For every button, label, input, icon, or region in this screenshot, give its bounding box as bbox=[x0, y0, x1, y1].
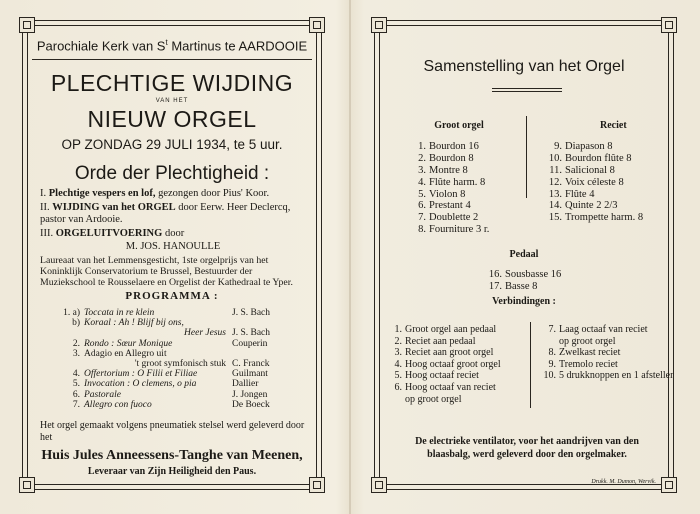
register-item: 13. Flûte 4 bbox=[548, 188, 595, 200]
builder-firm: Huis Jules Anneessens-Tanghe van Meenen, bbox=[41, 448, 303, 463]
register-item: 7. Doublette 2 bbox=[418, 212, 479, 224]
register-item: 16. Sousbasse 16 bbox=[488, 268, 562, 280]
orde-heading: Orde der Plechtigheid : bbox=[74, 163, 270, 184]
programma-heading: PROGRAMMA : bbox=[125, 290, 219, 302]
register-item: 9. Diapason 8 bbox=[554, 140, 613, 152]
programma-item: 1. a) Toccata in re klein J. S. Bach bbox=[63, 308, 270, 318]
programma-item: 6. Pastorale J. Jongen bbox=[72, 389, 268, 400]
reciet-column bbox=[540, 120, 680, 224]
groot-orgel-column bbox=[404, 120, 514, 236]
register-item: 1. Bourdon 16 bbox=[418, 140, 479, 152]
right-panel bbox=[374, 20, 674, 490]
divider bbox=[32, 59, 312, 60]
register-item: 14. Quinte 2 2/3 bbox=[548, 200, 618, 212]
register-item: 2. Reciet aan pedaal bbox=[394, 335, 476, 347]
programma-list bbox=[54, 308, 302, 410]
register-item: 12. Voix céleste 8 bbox=[548, 176, 624, 188]
verbindingen-right bbox=[534, 324, 674, 382]
register-item: 6. Prestant 4 bbox=[418, 200, 471, 212]
register-item: 6. Hoog octaaf van reciet bbox=[394, 381, 496, 393]
purveyor-line: Leveraar van Zijn Heiligheid den Paus. bbox=[87, 466, 257, 477]
van-het: VAN HET bbox=[155, 98, 189, 104]
programma-item: 2. Rondo : Sœur Monique Couperin bbox=[72, 338, 268, 349]
groot-orgel-heading: Groot orgel bbox=[434, 120, 484, 131]
register-item: 10. Bourdon flûte 8 bbox=[548, 152, 632, 164]
register-item: 17. Basse 8 bbox=[488, 280, 538, 292]
verbindingen-heading: Verbindingen : bbox=[492, 296, 556, 307]
register-item: 3. Montre 8 bbox=[418, 164, 468, 176]
register-item: 5. Hoog octaaf reciet bbox=[394, 370, 479, 382]
orde-item-2: II. WIJDING van het ORGEL door Eerw. Heer Declercq, pastor van Ardooie. bbox=[40, 202, 291, 225]
verbindingen-left bbox=[380, 324, 528, 405]
center-fold bbox=[349, 0, 351, 514]
programma-item: Heer Jesus J. S. Bach bbox=[184, 328, 270, 339]
register-item: 2. Bourdon 8 bbox=[418, 152, 474, 164]
register-item: 15. Trompette harm. 8 bbox=[548, 212, 644, 224]
register-item: 9. Tremolo reciet bbox=[548, 358, 618, 370]
verbindingen-block bbox=[384, 296, 664, 308]
programma-item: 't groot symfonisch stuk C. Franck bbox=[134, 359, 270, 370]
church-name: Parochiale Kerk van $S^t$ Martinus te AARDOOIE bbox=[36, 38, 308, 54]
register-item: 4. Hoog octaaf groot orgel bbox=[394, 358, 501, 370]
programma-item: b) Koraal : Ah ! Blijf bij ons, bbox=[72, 318, 184, 329]
title-line-2: NIEUW ORGEL bbox=[87, 106, 257, 132]
reciet-heading: Reciet bbox=[600, 120, 627, 131]
double-rule bbox=[492, 88, 562, 92]
performer-bio: Laureaat van het Lemmensgesticht, 1ste orgelprijs van het Koninklijk Conservatorium te Brussel, Bestuurder der Muziekschool te Rousselaere en Orgelist der Kathedraal te Yper. bbox=[40, 255, 293, 288]
register-item: 5. Violon 8 bbox=[418, 188, 466, 200]
pedaal-heading: Pedaal bbox=[509, 249, 539, 260]
register-item: 1. Groot orgel aan pedaal bbox=[394, 324, 497, 335]
left-panel bbox=[22, 20, 322, 490]
orde-item-1: I. Plechtige vespers en lof, gezongen door Pius' Koor. bbox=[40, 188, 270, 199]
programma-item: 5. Invocation : O clemens, o pia Dallier bbox=[72, 379, 259, 390]
programma-item: 4. Offertorium : O Filii et Filiae Guilmant bbox=[72, 369, 268, 380]
pedaal-block bbox=[384, 249, 664, 293]
register-item: 4. Flûte harm. 8 bbox=[418, 176, 486, 188]
printer-credit: Drukk. M. Dumon, Wervik. bbox=[591, 479, 656, 485]
register-item: op groot orgel bbox=[405, 393, 462, 405]
column-divider bbox=[530, 322, 531, 408]
programma-item: 7. Allegro con fuoco De Boeck bbox=[72, 399, 270, 410]
column-divider bbox=[526, 116, 527, 198]
register-item: 3. Reciet aan groot orgel bbox=[394, 347, 494, 359]
register-item: 8. Fourniture 3 r. bbox=[418, 224, 490, 236]
title-line-1: PLECHTIGE WIJDING bbox=[50, 70, 294, 96]
register-item: 11. Salicional 8 bbox=[549, 164, 615, 176]
programma-item: 3. Adagio en Allegro uit bbox=[72, 348, 167, 359]
event-date: OP ZONDAG 29 JULI 1934, te 5 uur. bbox=[61, 137, 283, 152]
register-item: 10. 5 drukknoppen en 1 afsteller bbox=[543, 370, 674, 382]
builder-note: Het orgel gemaakt volgens pneumatiek stelsel werd geleverd door het bbox=[40, 420, 305, 443]
orde-item-3: III. ORGELUITVOERING door bbox=[40, 228, 185, 239]
register-item: 7. Laag octaaf van reciet bbox=[548, 324, 648, 335]
organ-title: Samenstelling van het Orgel bbox=[423, 58, 625, 75]
ventilator-note: De electrieke ventilator, voor het aandrijven van den blaasbalg, werd geleverd door den orgelmaker. bbox=[415, 436, 639, 460]
register-item: 8. Zwelkast reciet bbox=[548, 347, 621, 359]
performer-name: M. JOS. HANOULLE bbox=[125, 241, 221, 252]
register-item: op groot orgel bbox=[559, 335, 616, 347]
